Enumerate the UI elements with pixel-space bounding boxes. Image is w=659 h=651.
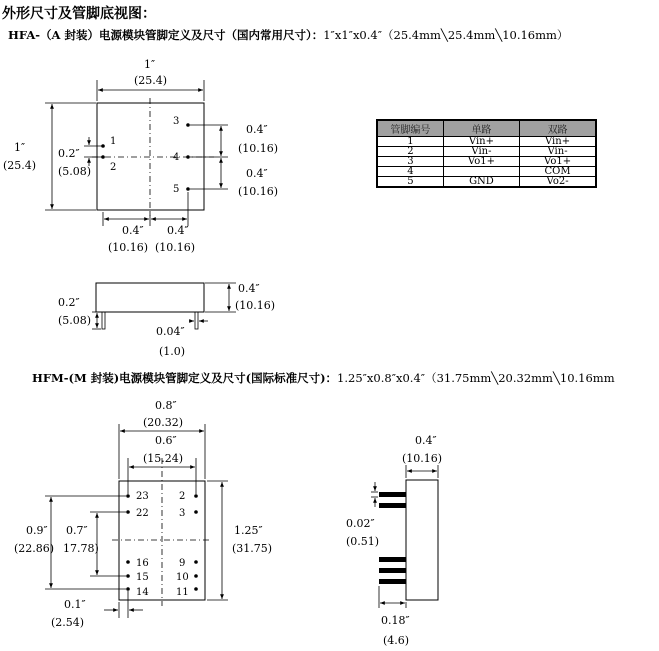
- hfa-right-bot-mm: (10.16): [238, 185, 279, 198]
- hfa-pin-3: [186, 123, 190, 127]
- hfm-pin-label-22: 22: [136, 508, 149, 519]
- hfa-right-bot-in: 0.4″: [246, 167, 268, 180]
- hfa-side-pin-left: [102, 312, 105, 329]
- hfa-bottom-left-in: 0.4″: [122, 224, 144, 237]
- hfa-right-top-mm: (10.16): [238, 142, 279, 155]
- hfm-side-pin-in: 0.02″: [346, 517, 375, 530]
- hfa-bottom-right-mm: (10.16): [155, 241, 196, 254]
- hfa-right-top-in: 0.4″: [246, 123, 268, 136]
- hfm-top-view: [14, 399, 272, 629]
- hfa-pin-4: [186, 155, 190, 159]
- hfa-width-mm: (25.4): [134, 74, 168, 87]
- hfa-side-height-in: 0.4″: [238, 282, 260, 295]
- hfm-right-in: 1.25″: [234, 524, 263, 537]
- hfm-pin-10: [194, 574, 198, 578]
- table-cell: Vo1+: [520, 157, 596, 167]
- hfa-side-view: [58, 282, 275, 358]
- hfa-bottom-left-mm: (10.16): [108, 241, 149, 254]
- table-cell: Vo2-: [520, 177, 596, 188]
- hfa-side-pin-right: [195, 312, 198, 329]
- hfm-side-width-mm: (10.16): [402, 452, 443, 465]
- table-cell: Vin-: [520, 147, 596, 157]
- hfa-side-outline: [96, 283, 204, 312]
- hfm-left-inner-mm: 17.78): [63, 542, 99, 555]
- hfm-pin-15: [126, 574, 130, 578]
- hfm-side-pin-1: [379, 492, 406, 497]
- hfm-pin-label-11: 11: [176, 587, 189, 598]
- hfm-left-outer-mm: (22.86): [14, 542, 55, 555]
- hfa-subtitle-text: HFA-（A 封装）电源模块管脚定义及尺寸（国内常用尺寸）：: [8, 28, 324, 42]
- hfm-pin-label-15: 15: [136, 572, 149, 583]
- table-row: [377, 157, 596, 167]
- table-header-row: [377, 120, 596, 137]
- hfm-left-outer-in: 0.9″: [26, 524, 48, 537]
- hfm-side-pin-3: [379, 557, 406, 562]
- hfm-side-bottom-mm: (4.6): [383, 634, 410, 647]
- hfm-pin-9: [194, 560, 198, 564]
- hfa-side-pin-len-mm: (5.08): [58, 314, 92, 327]
- hfm-pin-label-16: 16: [136, 558, 149, 569]
- table-cell: COM: [520, 167, 596, 177]
- hfa-side-height-mm: (10.16): [235, 299, 276, 312]
- hfa-top-view: [3, 58, 278, 254]
- hfm-side-bottom-in: 0.18″: [381, 614, 410, 627]
- column-header-single: 单路: [443, 120, 519, 137]
- hfm-pin-23: [126, 494, 130, 498]
- table-cell: Vin+: [520, 137, 596, 147]
- hfm-pin-11: [194, 587, 198, 591]
- table-cell: 4: [377, 167, 443, 177]
- hfm-side-pin-4: [379, 568, 406, 573]
- hfa-pin12-in: 0.2″: [58, 147, 80, 160]
- hfm-pin-label-9: 9: [179, 558, 186, 569]
- hfm-side-pin-mm: (0.51): [346, 535, 380, 548]
- hfm-side-pin-5: [379, 579, 406, 584]
- hfa-pin-label-5: 5: [173, 184, 180, 195]
- hfa-bottom-right-in: 0.4″: [167, 224, 189, 237]
- hfa-height-mm: (25.4): [3, 159, 37, 172]
- hfm-pin-label-2: 2: [179, 491, 186, 502]
- hfm-inner-in: 0.6″: [155, 434, 177, 447]
- hfa-pin12-mm: (5.08): [58, 165, 92, 178]
- hfm-right-mm: (31.75): [232, 542, 273, 555]
- hfm-subtitle-dims: 1.25″x0.8″x0.4″（31.75mm╲20.32mm╲10.16mm: [337, 371, 615, 385]
- hfm-side-pin-2: [379, 503, 406, 508]
- hfm-side-view: [346, 434, 442, 647]
- table-cell: [443, 167, 519, 177]
- column-header-dual: 双路: [520, 120, 596, 137]
- table-cell: 5: [377, 177, 443, 188]
- table-cell: Vin-: [443, 147, 519, 157]
- hfm-width-mm: (20.32): [143, 416, 184, 429]
- hfa-pin-label-3: 3: [173, 116, 180, 127]
- table-cell: 1: [377, 137, 443, 147]
- table-cell: 2: [377, 147, 443, 157]
- column-header-pin-number: 管脚编号: [377, 120, 443, 137]
- table-cell: Vin+: [443, 137, 519, 147]
- hfm-pin-14: [126, 587, 130, 591]
- hfa-side-pin-dia-mm: (1.0): [159, 345, 186, 358]
- hfm-bottom-in: 0.1″: [64, 598, 86, 611]
- hfa-pin-label-1: 1: [110, 136, 117, 147]
- table-row: [377, 177, 596, 188]
- hfm-left-inner-in: 0.7″: [66, 524, 88, 537]
- hfm-pin-3: [194, 510, 198, 514]
- hfm-side-width-in: 0.4″: [415, 434, 437, 447]
- hfa-pin-label-2: 2: [110, 162, 117, 173]
- hfm-width-in: 0.8″: [155, 399, 177, 412]
- hfa-pin-label-4: 4: [173, 152, 180, 163]
- table-row: [377, 167, 596, 177]
- hfm-subtitle-text: HFM-(M 封装)电源模块管脚定义及尺寸(国际标准尺寸)：: [32, 371, 338, 385]
- table-row: [377, 137, 596, 147]
- pin-definition-table: [376, 119, 597, 188]
- hfm-inner-mm: (15.24): [143, 452, 184, 465]
- hfa-pin-5: [186, 187, 190, 191]
- hfa-subtitle-dims: 1″x1″x0.4″（25.4mm╲25.4mm╲10.16mm）: [323, 28, 569, 42]
- hfm-pin-label-23: 23: [136, 491, 149, 502]
- hfm-pin-label-3: 3: [179, 508, 186, 519]
- hfm-bottom-mm: (2.54): [51, 616, 85, 629]
- hfm-pin-2: [194, 494, 198, 498]
- hfa-height-in: 1″: [14, 141, 26, 154]
- hfa-side-pin-dia-in: 0.04″: [156, 325, 185, 338]
- table-cell: Vo1+: [443, 157, 519, 167]
- table-cell: 3: [377, 157, 443, 167]
- hfm-pin-22: [126, 510, 130, 514]
- hfm-pin-16: [126, 560, 130, 564]
- hfm-side-outline: [406, 480, 438, 600]
- hfm-pin-label-10: 10: [176, 572, 189, 583]
- hfa-width-in: 1″: [144, 58, 156, 71]
- page-heading: 外形尺寸及管脚底视图：: [2, 6, 156, 22]
- table-cell: GND: [443, 177, 519, 188]
- hfm-pin-label-14: 14: [136, 587, 149, 598]
- hfa-side-pin-len-in: 0.2″: [58, 296, 80, 309]
- table-row: [377, 147, 596, 157]
